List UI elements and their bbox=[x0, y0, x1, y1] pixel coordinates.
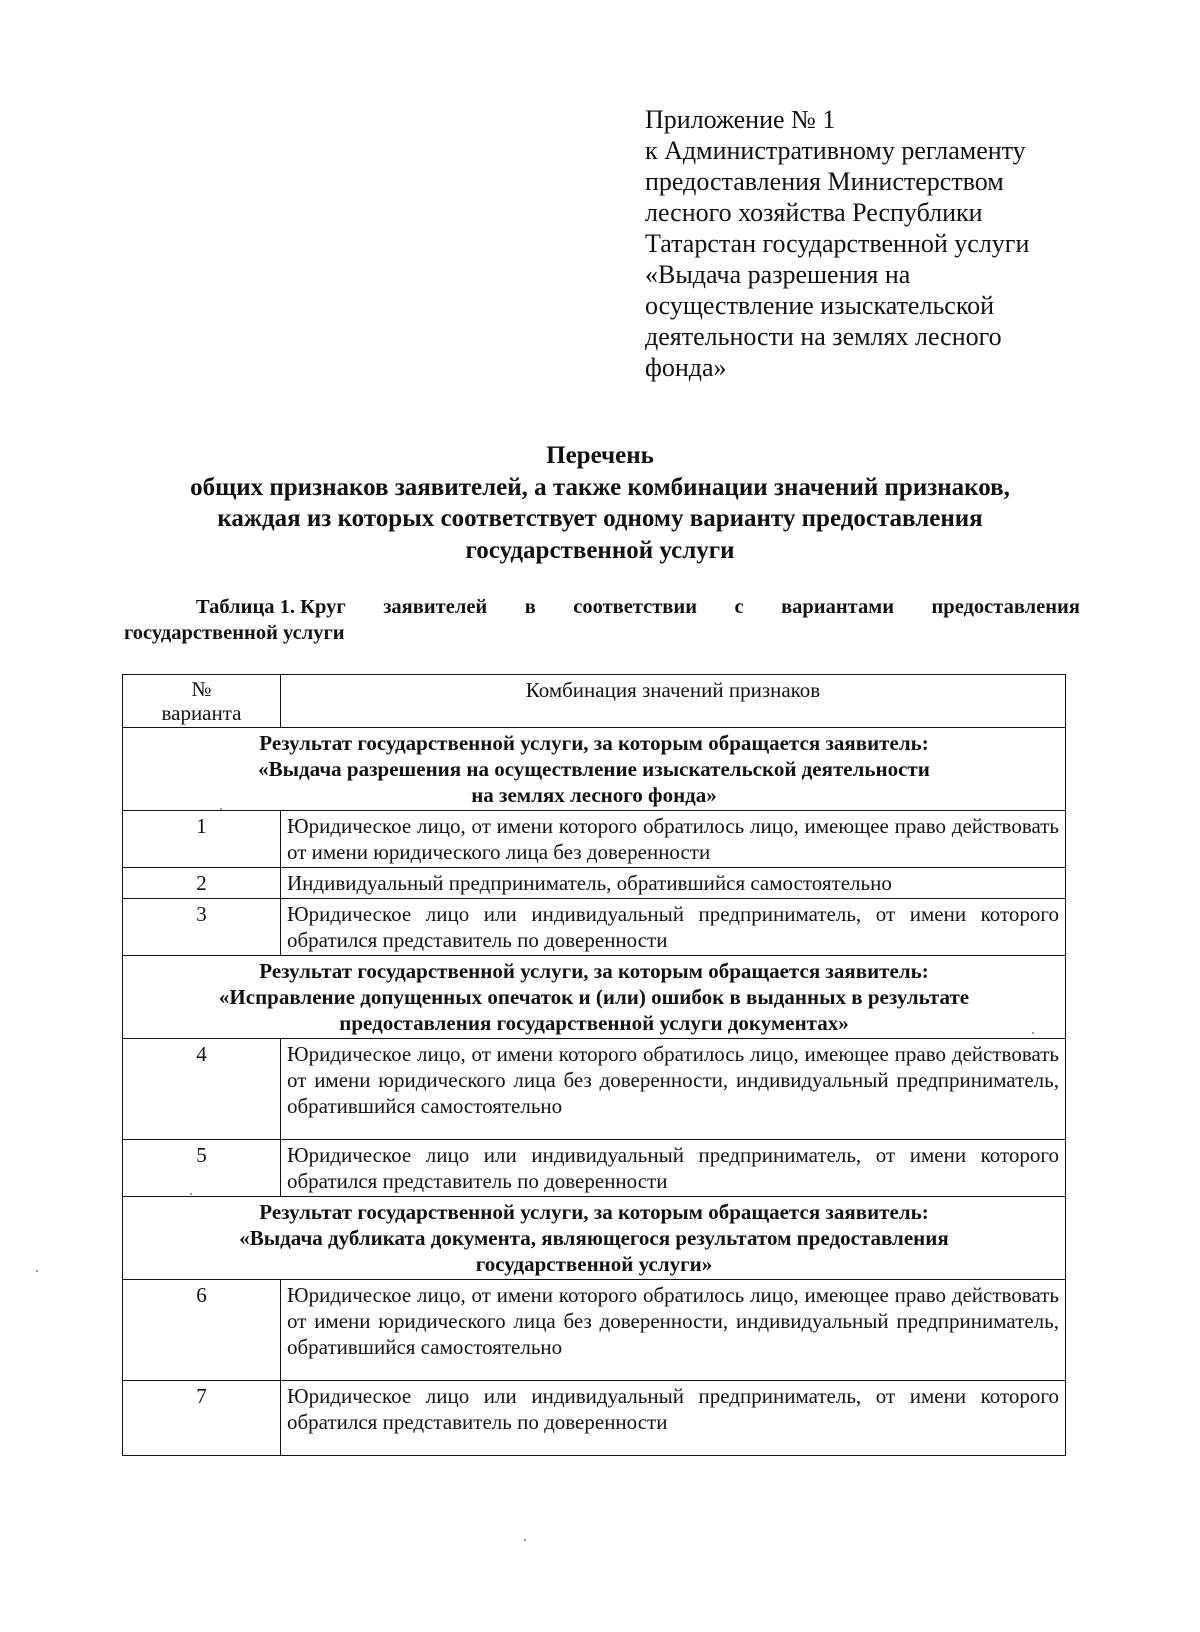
caption-word: Таблица 1. Круг bbox=[196, 596, 346, 618]
caption-word: в bbox=[524, 596, 536, 618]
section-row bbox=[123, 728, 1066, 811]
variant-description: Юридическое лицо, от имени которого обратилось лицо, имеющее право действовать от имени юридического лица без доверенности bbox=[281, 811, 1066, 868]
caption-word: соответствии bbox=[573, 596, 698, 618]
variant-description: Юридическое лицо или индивидуальный предприниматель, от имени которого обратился представитель по доверенности bbox=[281, 899, 1066, 956]
variant-description: Юридическое лицо, от имени которого обратилось лицо, имеющее право действовать от имени юридического лица без доверенности, индивидуальный предприниматель, обратившийся самостоятельно bbox=[281, 1280, 1066, 1381]
appendix-line: осуществление изыскательской bbox=[645, 291, 995, 320]
scan-speck bbox=[524, 1539, 526, 1541]
table-row bbox=[123, 1140, 1066, 1197]
scan-speck bbox=[36, 1270, 38, 1272]
table-caption bbox=[124, 594, 1080, 646]
caption-line-2: государственной услуги bbox=[124, 622, 345, 644]
table-row bbox=[123, 899, 1066, 956]
title-line: государственной услуги bbox=[465, 536, 735, 564]
table-row bbox=[123, 868, 1066, 899]
caption-line-1 bbox=[124, 594, 1080, 620]
title-line: общих признаков заявителей, а также комбинации значений признаков, bbox=[190, 473, 1010, 501]
variant-number: 7 bbox=[123, 1381, 281, 1456]
table-header-row bbox=[123, 675, 1066, 728]
appendix-line: деятельности на землях лесного bbox=[645, 322, 1002, 351]
section-line: Результат государственной услуги, за которым обращается заявитель: bbox=[259, 959, 929, 983]
section-line: предоставления государственной услуги документах» bbox=[339, 1011, 849, 1035]
caption-word: вариантами bbox=[781, 596, 895, 618]
scan-speck bbox=[1032, 1032, 1034, 1034]
variant-number: 1 bbox=[123, 811, 281, 868]
caption-word: предоставления bbox=[931, 596, 1080, 618]
section-line: «Выдача разрешения на осуществление изыскательской деятельности bbox=[258, 757, 930, 781]
section-line: на землях лесного фонда» bbox=[471, 783, 717, 807]
table-row bbox=[123, 1381, 1066, 1456]
appendix-line: фонда» bbox=[645, 353, 727, 382]
appendix-line: предоставления Министерством bbox=[645, 167, 1004, 196]
appendix-line: «Выдача разрешения на bbox=[645, 260, 911, 289]
section-line: «Выдача дубликата документа, являющегося результатом предоставления bbox=[239, 1226, 949, 1250]
variant-number: 6 bbox=[123, 1280, 281, 1381]
section-heading bbox=[123, 1197, 1066, 1280]
table-row bbox=[123, 811, 1066, 868]
appendix-line: к Административному регламенту bbox=[645, 136, 1026, 165]
variant-number: 5 bbox=[123, 1140, 281, 1197]
section-line: государственной услуги» bbox=[475, 1252, 713, 1276]
variant-number: 2 bbox=[123, 868, 281, 899]
variant-description: Юридическое лицо, от имени которого обратилось лицо, имеющее право действовать от имени юридического лица без доверенности, индивидуальный предприниматель, обратившийся самостоятельно bbox=[281, 1039, 1066, 1140]
header-num-symbol: № bbox=[191, 677, 212, 701]
header-num-label: варианта bbox=[161, 701, 242, 725]
section-line: «Исправление допущенных опечаток и (или) ошибок в выданных в результате bbox=[218, 985, 970, 1009]
variant-description: Индивидуальный предприниматель, обратившийся самостоятельно bbox=[281, 868, 1066, 899]
variant-number: 3 bbox=[123, 899, 281, 956]
table-row bbox=[123, 1039, 1066, 1140]
variant-number-header bbox=[123, 675, 281, 728]
title-line: каждая из которых соответствует одному варианту предоставления bbox=[217, 505, 983, 532]
variant-number: 4 bbox=[123, 1039, 281, 1140]
section-row bbox=[123, 956, 1066, 1039]
scan-speck bbox=[220, 808, 222, 810]
variant-description: Юридическое лицо или индивидуальный предприниматель, от имени которого обратился представитель по доверенности bbox=[281, 1140, 1066, 1197]
section-heading bbox=[123, 956, 1066, 1039]
appendix-line: лесного хозяйства Республики bbox=[645, 198, 983, 227]
document-title bbox=[100, 440, 1100, 566]
section-line: Результат государственной услуги, за которым обращается заявитель: bbox=[259, 731, 929, 755]
variant-description: Юридическое лицо или индивидуальный предприниматель, от имени которого обратился представитель по доверенности bbox=[281, 1381, 1066, 1456]
scan-speck bbox=[190, 1193, 192, 1195]
variants-table bbox=[122, 674, 1066, 1456]
combination-header: Комбинация значений признаков bbox=[281, 675, 1066, 728]
section-heading bbox=[123, 728, 1066, 811]
appendix-line: Приложение № 1 bbox=[645, 105, 836, 134]
appendix-line: Татарстан государственной услуги bbox=[645, 229, 1030, 258]
section-row bbox=[123, 1197, 1066, 1280]
section-line: Результат государственной услуги, за которым обращается заявитель: bbox=[259, 1200, 929, 1224]
caption-word: заявителей bbox=[383, 596, 488, 618]
title-heading: Перечень bbox=[546, 442, 654, 469]
caption-word: с bbox=[734, 596, 744, 618]
table-row bbox=[123, 1280, 1066, 1381]
appendix-reference bbox=[645, 104, 1185, 383]
